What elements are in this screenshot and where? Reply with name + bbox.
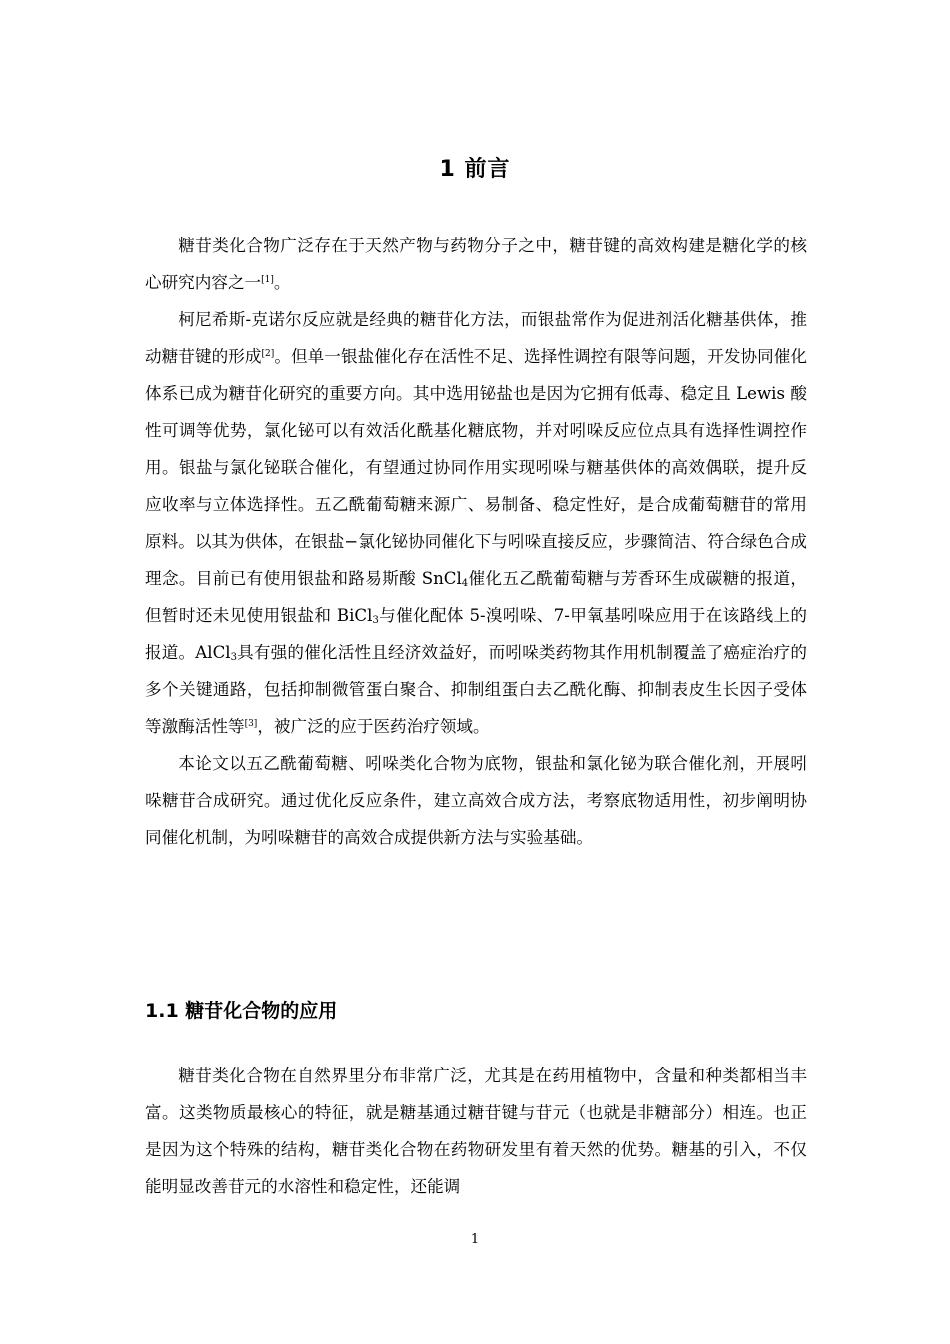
paragraph-1: [145, 227, 807, 301]
paragraph-text: 催化五乙酰葡萄糖与芳香环生成碳糖的报道，但暂时还未见使用银盐和 BiCl: [145, 569, 807, 625]
paragraph-text: 。: [273, 273, 291, 292]
paragraph-3: [145, 745, 807, 856]
subscript: 3: [230, 652, 237, 663]
paragraph-text: 具有强的催化活性且经济效益好，而吲哚类药物其作用机制覆盖了癌症治疗的多个关键通路，包括抑制微管蛋白聚合、抑制组蛋白去乙酰化酶、抑制表皮生长因子受体等激酶活性等: [145, 643, 807, 736]
section-heading: 1.1 糖苷化合物的应用: [145, 1000, 338, 1022]
paragraph-text: 糖苷类化合物广泛存在于天然产物与药物分子之中，糖苷键的高效构建是糖化学的核心研究内容之一: [145, 236, 807, 292]
subscript: 4: [461, 578, 469, 589]
citation-1: [1]: [261, 275, 274, 285]
section-body: [145, 1057, 807, 1205]
citation-2: [2]: [261, 349, 275, 359]
paragraph-text: 。但单一银盐催化存在活性不足、选择性调控有限等问题，开发协同催化体系已成为糖苷化研究的重要方向。其中选用铋盐也是因为它拥有低毒、稳定且 Lewis 酸性可调等优势，氯化铋可以有效活化酰基化糖底物，并对吲哚反应位点具有选择性调控作用。银盐与氯化铋联合催化，有望通过协同作用实现吲哚与糖基供体的高效偶联，提升反应收率与立体选择性。五乙酰葡萄糖来源广、易制备、稳定性好，是合成葡萄糖苷的常用原料。以其为供体，在银盐−氯化铋协同催化下与吲哚直接反应，步骤简洁、符合绿色合成理念。目前已有使用银盐和路易斯酸 SnCl: [145, 347, 808, 588]
citation-3: [3]: [244, 719, 258, 729]
paragraph-text: 柯尼希斯-克诺尔反应就是经典的糖苷化方法，而银盐常作为促进剂活化糖基供体，推动糖苷键的形成: [145, 310, 807, 366]
section-paragraph: 糖苷类化合物在自然界里分布非常广泛，尤其是在药用植物中，含量和种类都相当丰富。这类物质最核心的特征，就是糖基通过糖苷键与苷元（也就是非糖部分）相连。也正是因为这个特殊的结构，糖苷类化合物在药物研发里有着天然的优势。糖基的引入，不仅能明显改善苷元的水溶性和稳定性，还能调: [145, 1066, 807, 1196]
paragraph-text: ，被广泛的应于医药治疗领域。: [257, 717, 490, 736]
chapter-title: 1 前言: [439, 157, 511, 182]
paragraph-text: 本论文以五乙酰葡萄糖、吲哚类化合物为底物，银盐和氯化铋为联合催化剂，开展吲哚糖苷合成研究。通过优化反应条件，建立高效合成方法，考察底物适用性，初步阐明协同催化机制，为吲哚糖苷的高效合成提供新方法与实验基础。: [145, 754, 807, 847]
paragraph-2: [145, 301, 807, 745]
page-number: 1: [470, 1232, 480, 1247]
paragraph-text: 与催化配体 5-溴吲哚、7-甲氧基吲哚应用于在该路线上的报道。AlCl: [145, 606, 807, 662]
subscript: 3: [372, 615, 379, 626]
introduction-body: [145, 227, 807, 856]
